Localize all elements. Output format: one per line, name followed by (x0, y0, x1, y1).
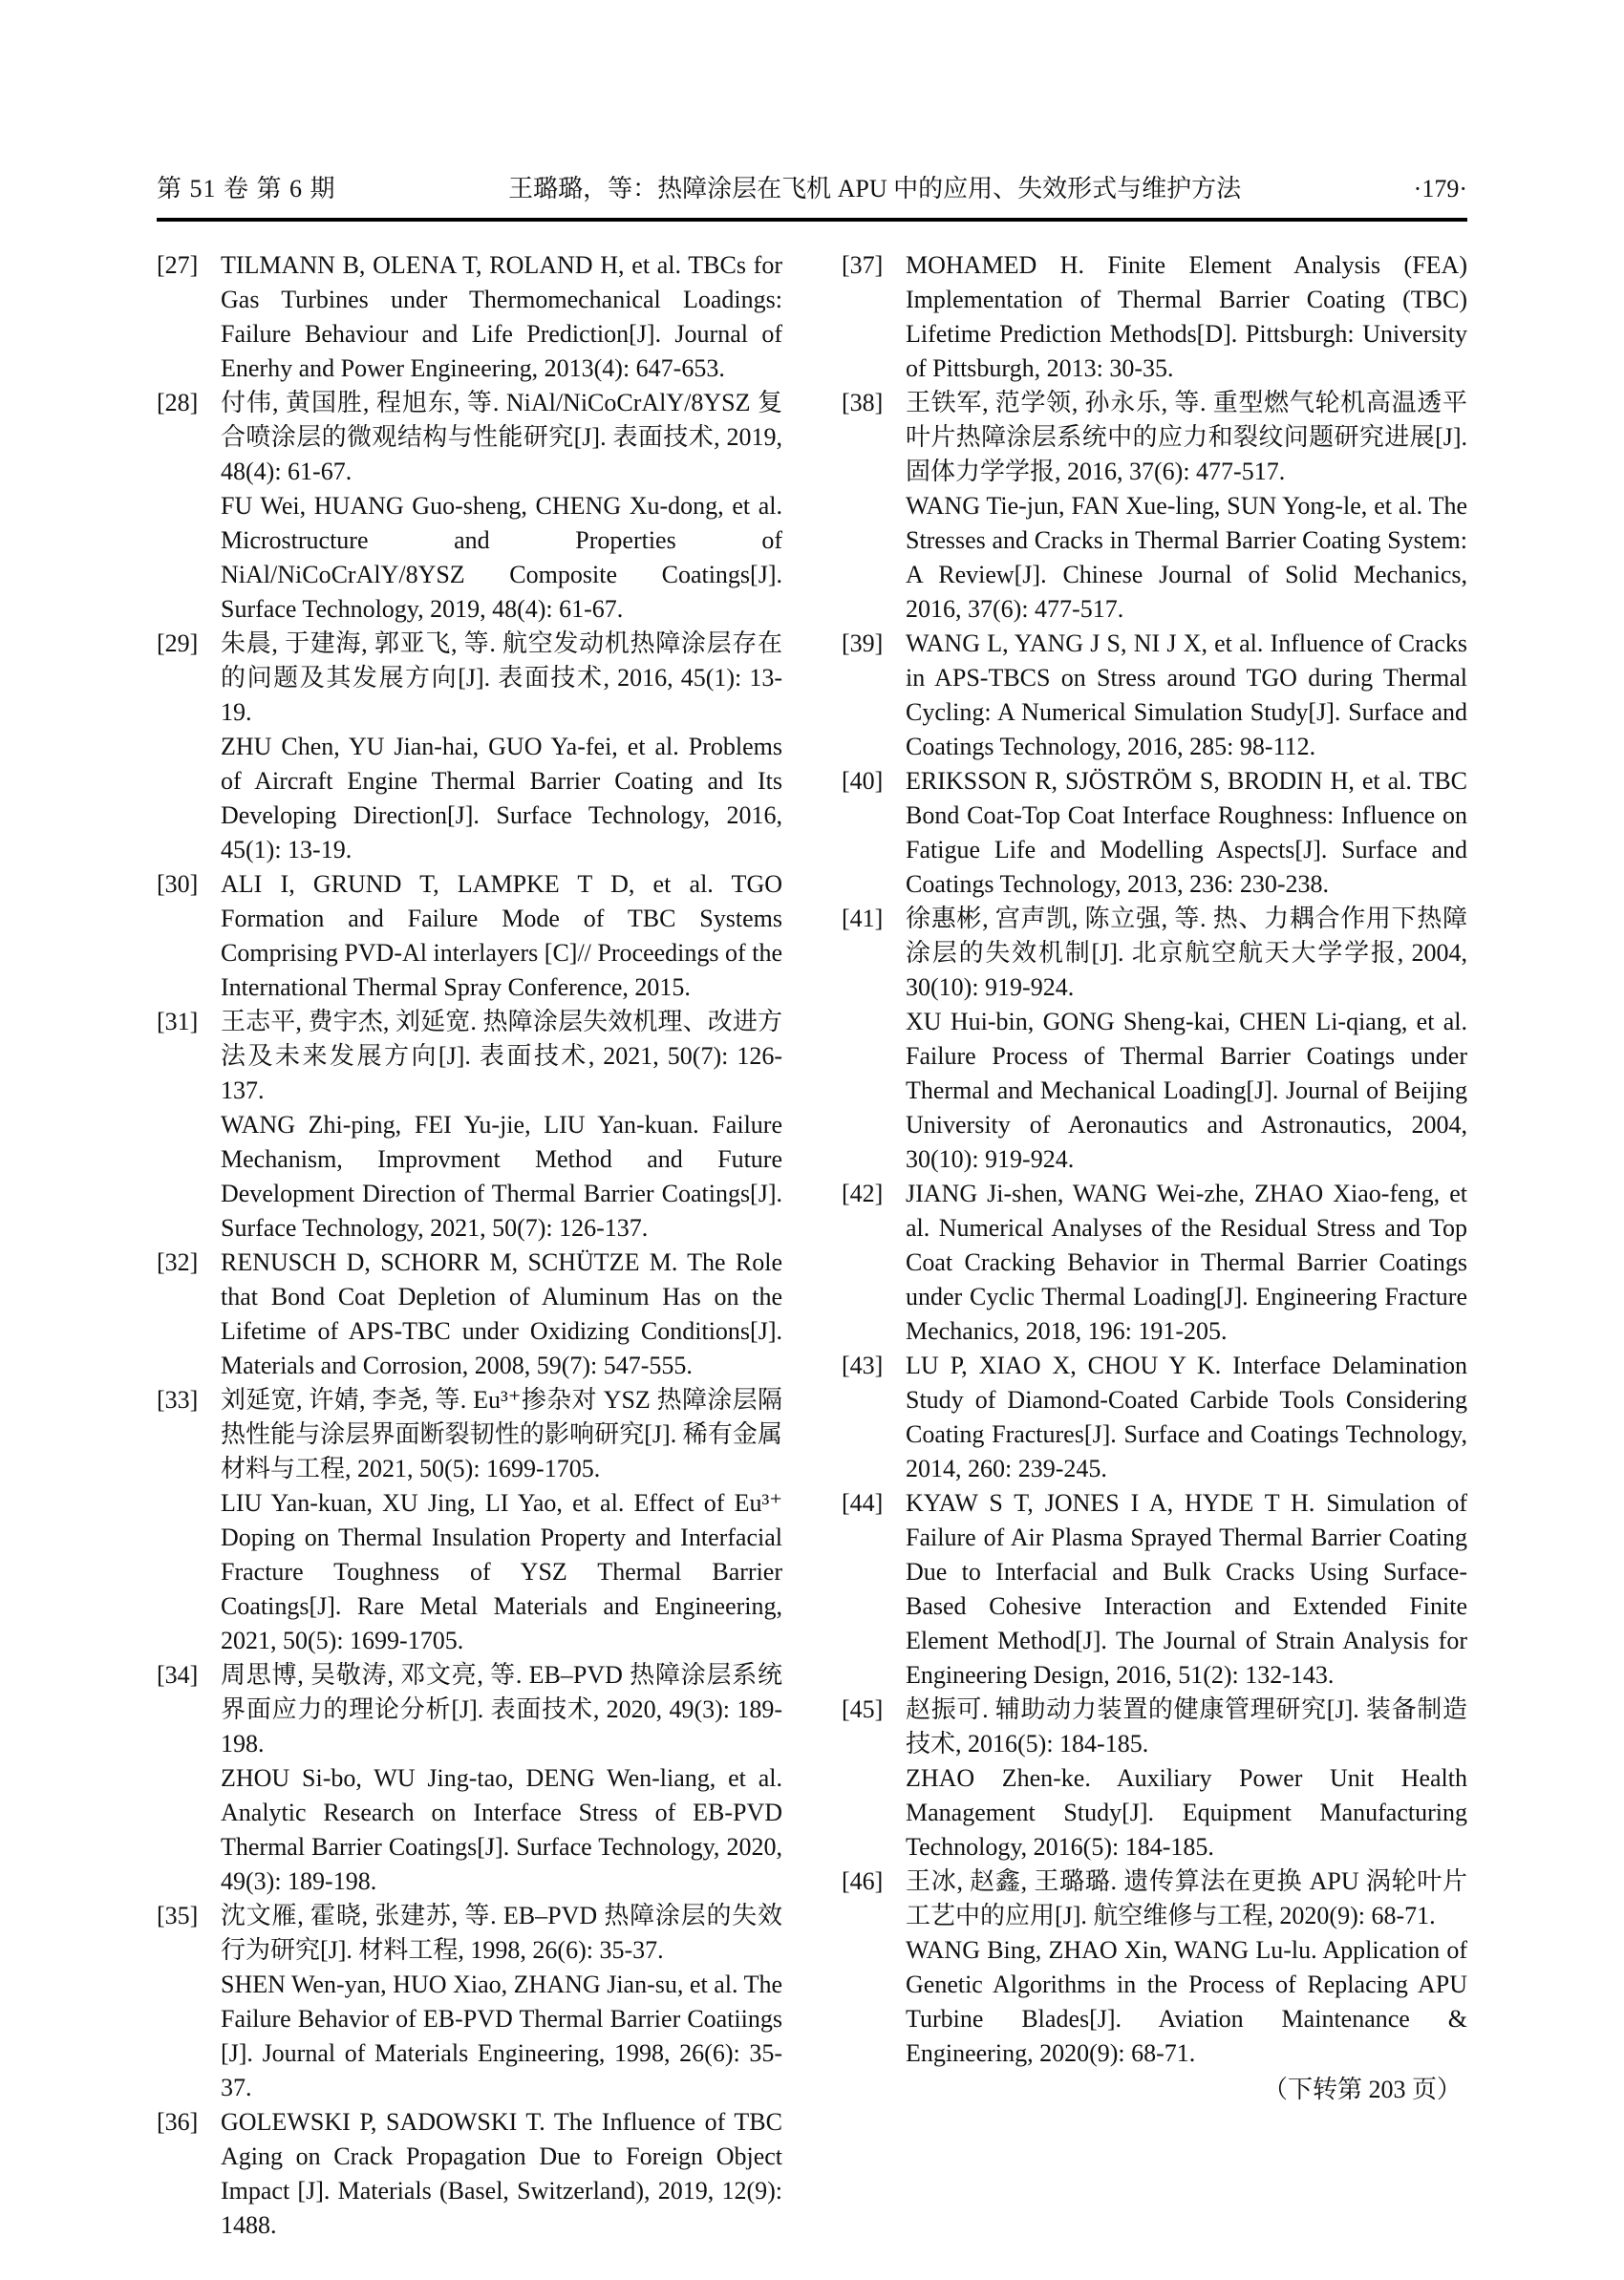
volume-issue-label: 第 51 卷 第 6 期 (157, 175, 336, 202)
reference-text: WANG Tie-jun, FAN Xue-ling, SUN Yong-le, et al. The Stresses and Cracks in Thermal Barrier Coating System: A Review[J]. Chinese Journal of Solid Mechanics, 2016, 37(6): 477-517. (906, 492, 1467, 623)
reference-text: WANG L, YANG J S, NI J X, et al. Influence of Cracks in APS-TBCS on Stress around TGO during Thermal Cycling: A Numerical Simulation Study[J]. Surface and Coatings Technology, 2016, 285: 98-112. (906, 629, 1467, 760)
reference-text: 徐惠彬, 宫声凯, 陈立强, 等. 热、力耦合作用下热障涂层的失效机制[J]. 北京航空航天大学学报, 2004, 30(10): 919-924. (906, 905, 1467, 1001)
reference-item (157, 2105, 782, 2243)
reference-text: 赵振可. 辅助动力装置的健康管理研究[J]. 装备制造技术, 2016(5): 184-185. (906, 1695, 1467, 1758)
reference-item (157, 1899, 782, 2105)
reference-number: [46] (842, 1867, 884, 1895)
reference-text: FU Wei, HUANG Guo-sheng, CHENG Xu-dong, et al. Microstructure and Properties of NiAl/NiCoCrAlY/8YSZ Composite Coatings[J]. Surface Technology, 2019, 48(4): 61-67. (221, 492, 782, 623)
reference-text: MOHAMED H. Finite Element Analysis (FEA) Implementation of Thermal Barrier Coating (TBC) Lifetime Prediction Methods[D]. Pittsburgh: University of Pittsburgh, 2013: 30-35. (906, 251, 1467, 382)
header-rule (157, 218, 1467, 222)
reference-text: 沈文雁, 霍晓, 张建苏, 等. EB–PVD 热障涂层的失效行为研究[J]. 材料工程, 1998, 26(6): 35-37. (221, 1902, 782, 1964)
reference-item (157, 386, 782, 627)
reference-number: [39] (842, 629, 884, 657)
reference-item (842, 1693, 1467, 1864)
reference-number: [28] (157, 389, 199, 416)
reference-item (157, 1658, 782, 1899)
reference-text: 朱晨, 于建海, 郭亚飞, 等. 航空发动机热障涂层存在的问题及其发展方向[J]. 表面技术, 2016, 45(1): 13-19. (221, 629, 782, 726)
reference-number: [29] (157, 629, 199, 657)
running-title: 王璐璐，等：热障涂层在飞机 APU 中的应用、失效形式与维护方法 (508, 175, 1242, 202)
reference-number: [34] (157, 1661, 199, 1689)
reference-item (842, 1177, 1467, 1349)
reference-number: [41] (842, 905, 884, 932)
reference-text: 刘延宽, 许婧, 李尧, 等. Eu³⁺掺杂对 YSZ 热障涂层隔热性能与涂层界面断裂韧性的影响研究[J]. 稀有金属材料与工程, 2021, 50(5): 1699-1705. (221, 1386, 782, 1482)
reference-text: WANG Bing, ZHAO Xin, WANG Lu-lu. Application of Genetic Algorithms in the Process of Replacing APU Turbine Blades[J]. Aviation Maintenance & Engineering, 2020(9): 68-71. (906, 1936, 1467, 2067)
reference-number: [44] (842, 1489, 884, 1517)
page-header (157, 174, 1467, 204)
reference-item (842, 627, 1467, 764)
reference-text: ZHAO Zhen-ke. Auxiliary Power Unit Health Management Study[J]. Equipment Manufacturing Technology, 2016(5): 184-185. (906, 1764, 1467, 1861)
reference-text: XU Hui-bin, GONG Sheng-kai, CHEN Li-qiang, et al. Failure Process of Thermal Barrier Coatings under Thermal and Mechanical Loading[J]. Journal of Beijing University of Aeronautics and Astronautics, 2004, 30(10): 919-924. (906, 1008, 1467, 1173)
reference-number: [27] (157, 251, 199, 279)
reference-number: [33] (157, 1386, 199, 1414)
reference-text: 付伟, 黄国胜, 程旭东, 等. NiAl/NiCoCrAlY/8YSZ 复合喷涂层的微观结构与性能研究[J]. 表面技术, 2019, 48(4): 61-67. (221, 389, 782, 485)
reference-text: 王冰, 赵鑫, 王璐璐. 遗传算法在更换 APU 涡轮叶片工艺中的应用[J]. 航空维修与工程, 2020(9): 68-71. (906, 1867, 1467, 1929)
reference-text: 王志平, 费宇杰, 刘延宽. 热障涂层失效机理、改进方法及未来发展方向[J]. 表面技术, 2021, 50(7): 126-137. (221, 1008, 782, 1104)
references-section (157, 248, 1467, 2243)
reference-text: GOLEWSKI P, SADOWSKI T. The Influence of TBC Aging on Crack Propagation Due to Foreign Object Impact [J]. Materials (Basel, Switzerland), 2019, 12(9): 1488. (221, 2108, 782, 2239)
reference-text: SHEN Wen-yan, HUO Xiao, ZHANG Jian-su, et al. The Failure Behavior of EB-PVD Thermal Barrier Coatiings [J]. Journal of Materials Engineering, 1998, 26(6): 35-37. (221, 1971, 782, 2101)
reference-item (157, 1005, 782, 1246)
reference-item (157, 627, 782, 867)
page-number: ·179· (1413, 175, 1467, 202)
reference-text: JIANG Ji-shen, WANG Wei-zhe, ZHAO Xiao-feng, et al. Numerical Analyses of the Residual Stress and Top Coat Cracking Behavior in Thermal Barrier Coatings under Cyclic Thermal Loading[J]. Engineering Fracture Mechanics, 2018, 196: 191-205. (906, 1180, 1467, 1345)
reference-item (842, 248, 1467, 386)
reference-number: [40] (842, 767, 884, 795)
reference-number: [45] (842, 1695, 884, 1723)
reference-text: 周思博, 吴敬涛, 邓文亮, 等. EB–PVD 热障涂层系统界面应力的理论分析[J]. 表面技术, 2020, 49(3): 189-198. (221, 1661, 782, 1758)
reference-item (157, 867, 782, 1005)
references-column-right (842, 248, 1467, 2243)
reference-text: ZHU Chen, YU Jian-hai, GUO Ya-fei, et al. Problems of Aircraft Engine Thermal Barrier Coating and Its Developing Direction[J]. Surface Technology, 2016, 45(1): 13-19. (221, 733, 782, 863)
reference-number: [37] (842, 251, 884, 279)
references-column-left (157, 248, 782, 2243)
reference-item (842, 386, 1467, 627)
reference-number: [31] (157, 1008, 199, 1035)
reference-item (842, 1349, 1467, 1486)
reference-number: [42] (842, 1180, 884, 1207)
reference-text: TILMANN B, OLENA T, ROLAND H, et al. TBCs for Gas Turbines under Thermomechanical Loadings: Failure Behaviour and Life Prediction[J]. Journal of Enerhy and Power Engineering, 2013(4): 647-653. (221, 251, 782, 382)
reference-text: ERIKSSON R, SJÖSTRÖM S, BRODIN H, et al. TBC Bond Coat-Top Coat Interface Roughness: Influence on Fatigue Life and Modelling Aspects[J]. Surface and Coatings Technology, 2013, 236: 230-238. (906, 767, 1467, 898)
reference-text: LIU Yan-kuan, XU Jing, LI Yao, et al. Effect of Eu³⁺ Doping on Thermal Insulation Property and Interfacial Fracture Toughness of YSZ Thermal Barrier Coatings[J]. Rare Metal Materials and Engineering, 2021, 50(5): 1699-1705. (221, 1489, 782, 1654)
reference-number: [32] (157, 1248, 199, 1276)
reference-text: ZHOU Si-bo, WU Jing-tao, DENG Wen-liang, et al. Analytic Research on Interface Stress of EB-PVD Thermal Barrier Coatings[J]. Surface Technology, 2020, 49(3): 189-198. (221, 1764, 782, 1895)
reference-text: WANG Zhi-ping, FEI Yu-jie, LIU Yan-kuan. Failure Mechanism, Improvment Method and Future Development Direction of Thermal Barrier Coatings[J]. Surface Technology, 2021, 50(7): 126-137. (221, 1111, 782, 1242)
reference-text: RENUSCH D, SCHORR M, SCHÜTZE M. The Role that Bond Coat Depletion of Aluminum Has on the Lifetime of APS-TBC under Oxidizing Conditions[J]. Materials and Corrosion, 2008, 59(7): 547-555. (221, 1248, 782, 1379)
reference-item (157, 248, 782, 386)
reference-text: LU P, XIAO X, CHOU Y K. Interface Delamination Study of Diamond-Coated Carbide Tools Considering Coating Fractures[J]. Surface and Coatings Technology, 2014, 260: 239-245. (906, 1352, 1467, 1482)
reference-number: [35] (157, 1902, 199, 1929)
reference-text: ALI I, GRUND T, LAMPKE T D, et al. TGO Formation and Failure Mode of TBC Systems Comprising PVD-Al interlayers [C]// Proceedings of the International Thermal Spray Conference, 2015. (221, 870, 782, 1001)
continuation-note: （下转第 203 页） (1262, 2076, 1462, 2103)
reference-item (842, 902, 1467, 1177)
reference-text: KYAW S T, JONES I A, HYDE T H. Simulation of Failure of Air Plasma Sprayed Thermal Barrier Coating Due to Interfacial and Bulk Cracks Using Surface-Based Cohesive Interaction and Extended Finite Element Method[J]. The Journal of Strain Analysis for Engineering Design, 2016, 51(2): 132-143. (906, 1489, 1467, 1689)
reference-number: [43] (842, 1352, 884, 1379)
reference-item (842, 1864, 1467, 2071)
reference-text: 王铁军, 范学领, 孙永乐, 等. 重型燃气轮机高温透平叶片热障涂层系统中的应力和裂纹问题研究进展[J]. 固体力学学报, 2016, 37(6): 477-517. (906, 389, 1467, 485)
reference-number: [36] (157, 2108, 199, 2136)
reference-item (157, 1383, 782, 1658)
reference-item (842, 764, 1467, 902)
reference-number: [30] (157, 870, 199, 898)
reference-item (157, 1246, 782, 1383)
reference-number: [38] (842, 389, 884, 416)
reference-item (842, 1486, 1467, 1693)
